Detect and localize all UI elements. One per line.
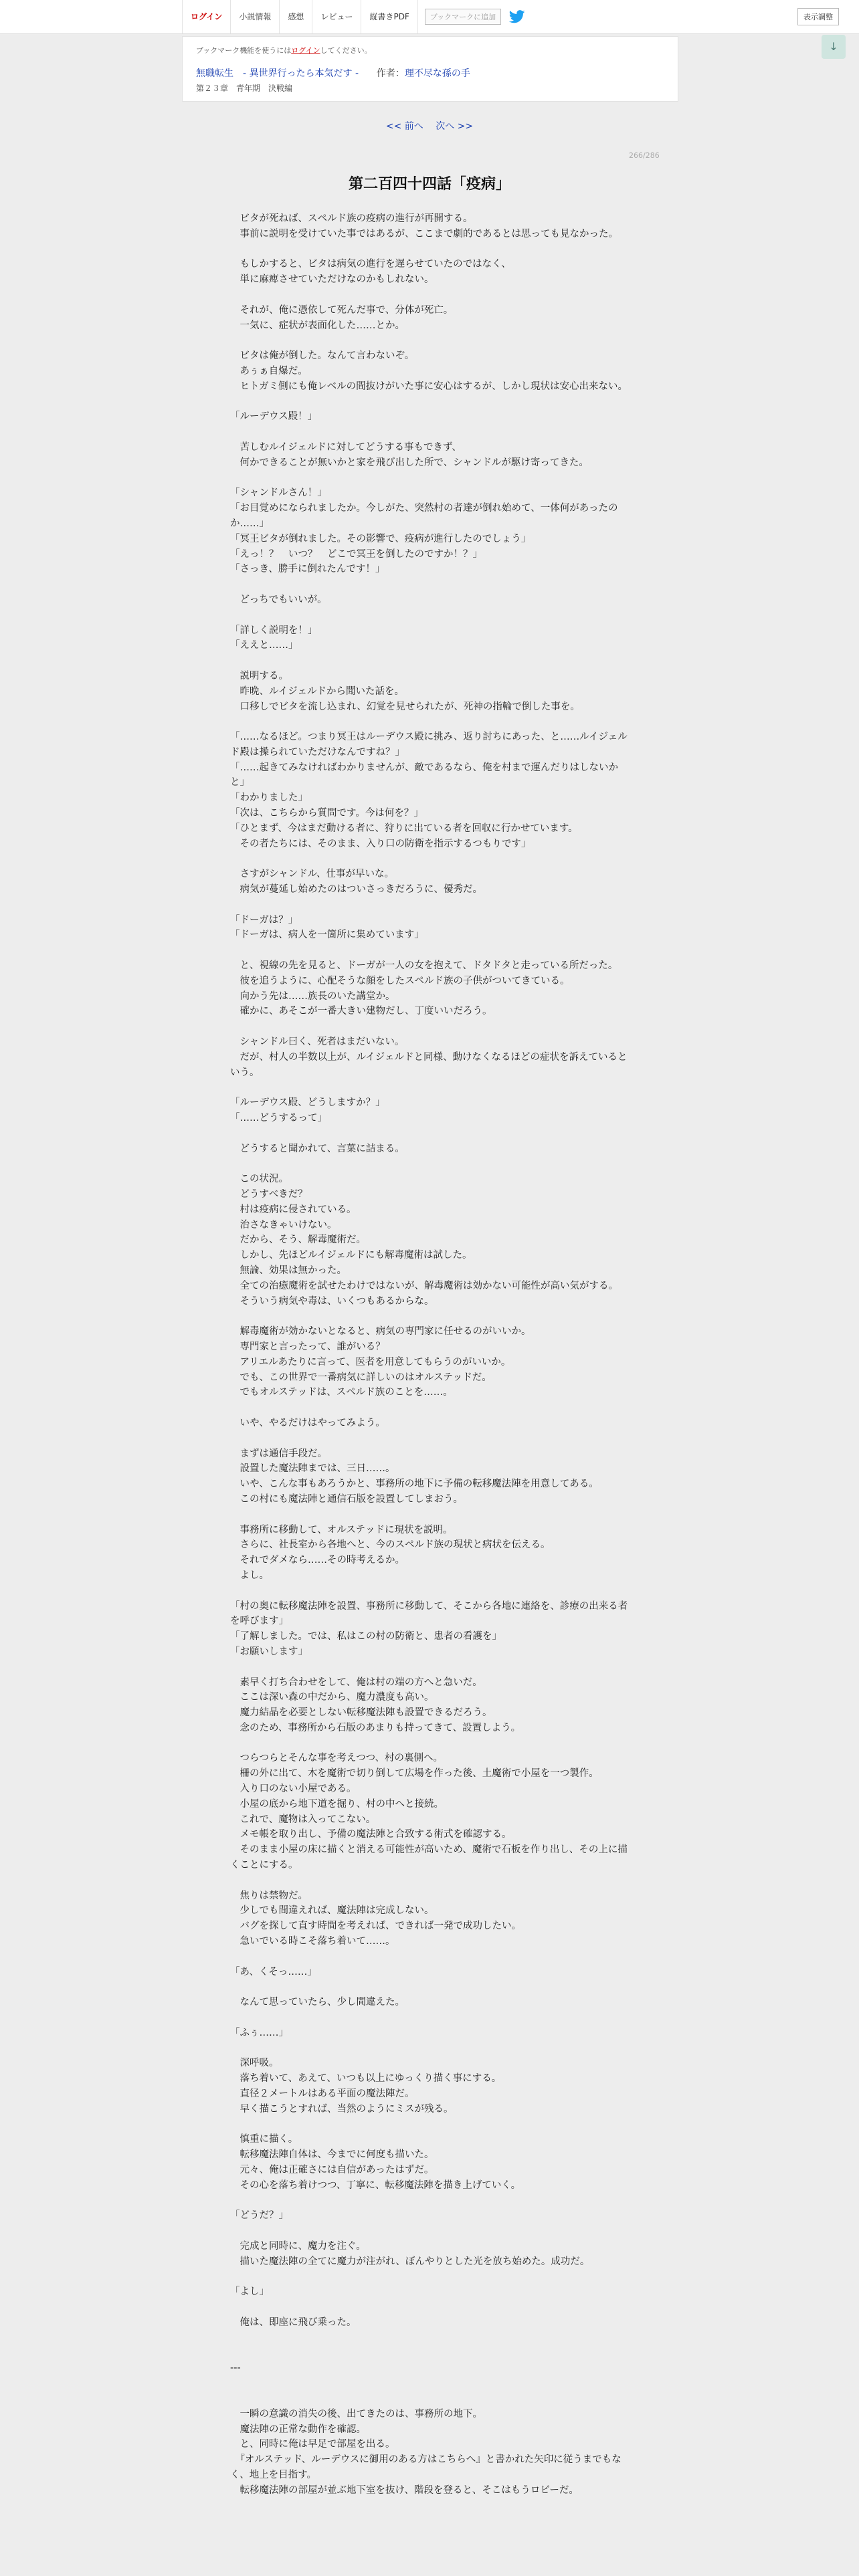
nav-impressions-link[interactable]: 感想 — [280, 0, 312, 33]
chapter-title: 第２３章 青年期 決戦編 — [196, 84, 293, 93]
body-paragraph: 一瞬の意識の消失の後、出てきたのは、事務所の地下。 魔法陣の正常な動作を確認。 と、同時に俺は早足で部屋を出る。 『オルステッド、ルーデウスに御用のある方はこちらへ』と書かれた矢印に従うまでもなく、地上を目指す。 転移魔法陣の部屋が並ぶ地下室を抜け、階段を登ると、そこはもうロビーだ。 — [230, 2408, 622, 2496]
page-counter: 266/286 — [629, 151, 660, 160]
body-paragraph: なんて思っていたら、少し間違えた。 — [230, 1997, 405, 2008]
body-paragraph — [230, 851, 629, 867]
body-paragraph — [230, 577, 629, 593]
body-paragraph: 苦しむルイジェルドに対してどうする事もできず、 何かできることが無いかと家を飛び出した所で、シャンドルが駆け寄ってきた。 — [240, 441, 589, 468]
body-paragraph — [230, 653, 629, 669]
body-paragraph — [230, 608, 629, 623]
body-paragraph: 深呼吸。 落ち着いて、あえて、いつも以上にゆっくり描く事にする。 直径２メートルはある平面の魔法陣だ。 早く描こうとすれば、当然のようにミスが残る。 — [240, 2058, 502, 2115]
body-paragraph: と、視線の先を見ると、ドーガが一人の女を抱えて、ドタドタと走っている所だった。 彼を追うように、心配そうな顔をしたスペルド族の子供がついてきている。 向かう先は……族長のいた講堂か。 確かに、あそこが一番大きい建物だし、丁度いいだろう。 — [240, 960, 618, 1017]
body-paragraph: それが、俺に憑依して死んだ事で、分体が死亡。 一気に、症状が表面化した……とか。 — [240, 304, 454, 331]
body-paragraph — [230, 2300, 629, 2315]
pager — [0, 119, 859, 132]
nav-review-link[interactable]: レビュー — [312, 0, 361, 33]
body-paragraph — [230, 2376, 629, 2391]
nav-novel-info-link[interactable]: 小説情報 — [231, 0, 280, 33]
author-label: 作者： — [376, 68, 405, 79]
body-paragraph — [230, 1507, 629, 1523]
body-paragraph: 事務所に移動して、オルステッドに現状を説明。 さらに、社長室から各地へと、今のスペルド族の現状と病状を伝える。 それでダメなら……その時考えるか。 よし。 — [240, 1524, 551, 1581]
author-link[interactable]: 理不尽な孫の手 — [404, 68, 470, 79]
body-paragraph — [230, 395, 629, 410]
body-paragraph — [230, 1584, 629, 1599]
body-paragraph — [230, 1949, 629, 1965]
body-paragraph: 俺は、即座に飛び乗った。 — [230, 2317, 357, 2328]
body-paragraph: 「よし」 — [230, 2286, 269, 2298]
body-paragraph: 素早く打ち合わせをして、俺は村の端の方へと急いだ。 ここは深い森の中だから、魔力濃度も高い。 魔力結晶を必要としない転移魔法陣も設置できるだろう。 念のため、事務所から石版のあまりも持ってきて、設置しよう。 — [240, 1677, 521, 1733]
body-paragraph: 慎重に描く。 転移魔法陣自体は、今までに何度も描いた。 元々、俺は正確さには自信があったはずだ。 その心を落ち着けつつ、丁寧に、転移魔法陣を描き上げていく。 — [240, 2134, 521, 2191]
body-paragraph: --- — [230, 2363, 241, 2374]
nav-pdf-link[interactable]: 縦書きPDF — [361, 0, 417, 33]
display-settings-button[interactable]: 表示調整 — [797, 8, 839, 25]
body-paragraph: シャンドル曰く、死者はまだいない。 だが、村人の半数以上が、ルイジェルドと同様、動けなくなるほどの症状を訴えているという。 — [230, 1037, 628, 1078]
scroll-down-tab[interactable]: ↓ — [822, 35, 846, 59]
body-paragraph: 「詳しく説明を！」 「ええと……」 — [230, 625, 318, 651]
body-paragraph — [230, 2346, 629, 2361]
body-paragraph: 「どうだ？」 — [230, 2210, 288, 2222]
body-paragraph: つらつらとそんな事を考えつつ、村の裏側へ。 柵の外に出て、木を魔術で切り倒して広場を作った後、土魔術で小屋を一つ製作。 入り口のない小屋である。 小屋の底から地下道を掘り、村の中へと接続。 これで、魔物は入ってこない。 メモ帳を取り出し、予備の魔法陣と合致する術式を確認する。 そのまま小屋の床に描くと消える可能性が高いため、魔術で石板を作り出し、その上に描くことにする。 — [230, 1753, 628, 1871]
body-paragraph: 「村の奥に転移魔法陣を設置、事務所に移動して、そこから各地に連絡を、診療の出来る者を呼びます」 「了解しました。では、私はこの村の防衛と、患者の看護を」 「お願いします」 — [230, 1600, 628, 1657]
body-paragraph — [230, 943, 629, 958]
body-paragraph: いや、やるだけはやってみよう。 — [230, 1417, 385, 1428]
body-paragraph: 「ふぅ……」 — [230, 2027, 288, 2038]
body-paragraph — [230, 1156, 629, 1172]
login-note-link[interactable]: ログイン — [291, 46, 320, 55]
body-paragraph: もしかすると、ビタは病気の進行を遅らせていたのではなく、 単に麻痺させていただけなのかもしれない。 — [240, 259, 511, 286]
body-paragraph — [230, 1660, 629, 1675]
body-paragraph: この状況。 どうすべきだ？ 村は疫病に侵されている。 治さなきゃいけない。 だから、そう、解毒魔術だ。 しかし、先ほどルイジェルドにも解毒魔術は試した。 無論、効果は無かった。 全ての治癒魔術を試せたわけではないが、解毒魔術は効かない可能性が高い気がする。 そういう病気や毒は、いくつもあるからな。 — [240, 1174, 618, 1307]
body-paragraph — [230, 714, 629, 730]
body-paragraph — [230, 1979, 629, 1995]
body-paragraph — [230, 2331, 629, 2346]
nav-login-link[interactable]: ログイン — [182, 0, 231, 33]
body-paragraph: まずは通信手段だ。 設置した魔法陣までは、三日……。 いや、こんな事もあろうかと、事務所の地下に予備の転移魔法陣を用意してある。 この村にも魔法陣と通信石版を設置してしまおう。 — [240, 1448, 599, 1505]
twitter-icon[interactable] — [509, 10, 525, 23]
body-paragraph: 「ルーデウス殿、どうしますか？」 「……どうするって」 — [230, 1097, 385, 1124]
body-paragraph: 「ドーガは？」 「ドーガは、病人を一箇所に集めています」 — [230, 914, 424, 941]
top-navigation-bar — [0, 0, 859, 34]
novel-title-line — [196, 66, 470, 80]
login-note-prefix: ブックマーク機能を使うには — [196, 46, 292, 55]
body-paragraph: 「シャンドルさん！」 「お目覚めになられましたか。今しがた、突然村の者達が倒れ始めて、一体何があったのか……」 「冥王ビタが倒れました。その影響で、疫病が進行したのでしょう」 「えっ！？ いつ？ どこで冥王を倒したのですか！？」 「さっき、勝手に倒れたんです！」 — [230, 488, 618, 575]
body-paragraph: 「あ、くそっ……」 — [230, 1966, 317, 1977]
body-paragraph — [230, 2117, 629, 2133]
body-paragraph — [230, 2041, 629, 2056]
bookmark-login-note — [196, 45, 372, 56]
body-paragraph — [230, 2391, 629, 2407]
body-paragraph: 「……なるほど。つまり冥王はルーデウス殿に挑み、返り討ちにあった、と……ルイジェルド殿は操られていただけなんですね？」 「……起きてみなければわかりませんが、敵であるなら、俺を村まで運んだりはしないかと」 「わかりました」 「次は、こちらから質問です。今は何を？」 「ひとまず、今はまだ動ける者に、狩りに出ている者を回収に行かせています。 その者たちには、そのまま、入り口の防衛を指示するつもりです」 — [230, 732, 628, 849]
body-paragraph: 「ルーデウス殿！」 — [230, 411, 318, 423]
add-bookmark-button[interactable]: ブックマークに追加 — [425, 9, 501, 25]
body-paragraph: どうすると聞かれて、言葉に詰まる。 — [230, 1143, 405, 1154]
body-paragraph: 完成と同時に、魔力を注ぐ。 描いた魔法陣の全てに魔力が注がれ、ぼんやりとした光を放ち始めた。成功だ。 — [240, 2240, 590, 2267]
next-page-link[interactable]: 次へ >> — [436, 121, 474, 132]
body-paragraph — [230, 425, 629, 440]
body-paragraph — [230, 2010, 629, 2026]
body-paragraph — [230, 288, 629, 303]
body-paragraph — [230, 1736, 629, 1751]
novel-info-box — [182, 36, 678, 102]
body-paragraph: 解毒魔術が効かないとなると、病気の専門家に任せるのがいいか。 専門家と言ったって、誰がいる？ アリエルあたりに言って、医者を用意してもらうのがいいか。 でも、この世界で一番病気に詳しいのはオルステッドだ。 でもオルステッドは、スペルド族のことを……。 — [240, 1326, 531, 1398]
body-paragraph — [230, 471, 629, 486]
episode-body — [230, 211, 629, 2498]
body-paragraph — [230, 2270, 629, 2285]
episode-title: 第二百四十四話「疫病」 — [348, 176, 510, 193]
body-paragraph — [230, 1126, 629, 1142]
body-paragraph — [230, 1019, 629, 1035]
body-paragraph — [230, 1080, 629, 1095]
prev-page-link[interactable]: << 前へ — [385, 121, 423, 132]
body-paragraph — [230, 1873, 629, 1889]
nav-menu — [182, 0, 525, 33]
body-paragraph — [230, 2193, 629, 2209]
body-paragraph: さすがシャンドル、仕事が早いな。 病気が蔓延し始めたのはついさっきだろうに、優秀だ。 — [240, 869, 482, 895]
body-paragraph — [230, 897, 629, 913]
body-paragraph: どっちでもいいが。 — [230, 594, 327, 605]
body-paragraph: ビタが死ねば、スペルド族の疫病の進行が再開する。 事前に説明を受けていた事ではあるが、ここまで劇的であるとは思っても見なかった。 — [240, 213, 618, 239]
body-paragraph — [230, 1309, 629, 1324]
body-paragraph — [230, 2224, 629, 2239]
login-note-suffix: してください。 — [320, 46, 372, 55]
body-paragraph: 焦りは禁物だ。 少しでも間違えれば、魔法陣は完成しない。 バグを探して直す時間を考えれば、できれば一発で成功したい。 急いでいる時こそ落ち着いて……。 — [240, 1890, 521, 1947]
body-paragraph — [230, 333, 629, 348]
novel-title-link[interactable]: 無職転生 - 異世界行ったら本気だす - — [196, 68, 359, 79]
body-paragraph: 説明する。 昨晩、ルイジェルドから聞いた話を。 口移しでビタを流し込まれ、幻覚を見せられたが、死神の指輪で倒した事を。 — [240, 670, 580, 712]
body-paragraph — [230, 242, 629, 257]
body-paragraph — [230, 1431, 629, 1446]
body-paragraph: ビタは俺が倒した。なんて言わないぞ。 あぅぁ自爆だ。 ヒトガミ側にも俺レベルの間抜けがいた事に安心はするが、しかし現状は安心出来ない。 — [240, 350, 628, 392]
body-paragraph — [230, 1400, 629, 1416]
